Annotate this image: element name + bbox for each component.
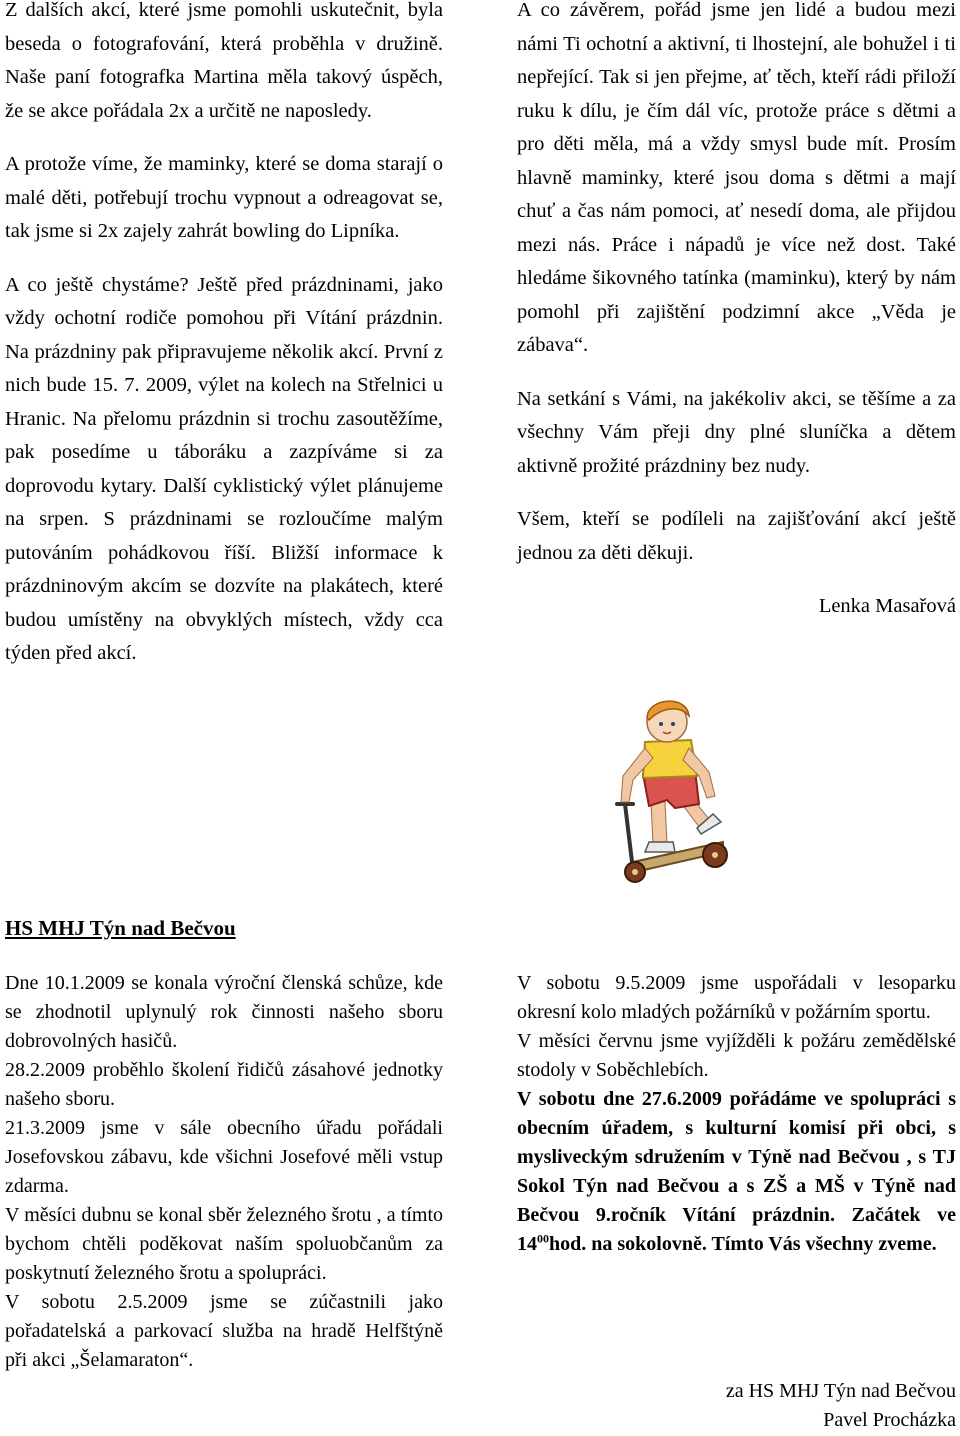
invitation-text-before: V sobotu dne 27.6.2009 pořádáme ve spolupráci s obecním úřadem, s kulturní komisí při obci, s mysliveckým sdružením v Týně nad Bečvou , s TJ Sokol Týn nad Bečvou a s ZŠ a MŠ v Týně nad Bečvou 9.ročník Vítání prázdnin. Začátek ve 14	[517, 1088, 956, 1255]
article-left-column	[5, 0, 443, 671]
news-left-column	[5, 969, 443, 1375]
section-heading: HS MHJ Týn nad Bečvou	[5, 916, 236, 940]
news-item-fire: V měsíci červnu jsme vyjížděli k požáru zemědělské stodoly v Soběchlebích.	[517, 1030, 956, 1081]
news-item-helfstyn: V sobotu 2.5.2009 jsme se zúčastnili jako pořadatelská a parkovací služba na hradě Helfštýně při akci „Šelamaraton“.	[5, 1291, 443, 1371]
news-item-dance: 21.3.2009 jsme v sále obecního úřadu pořádali Josefovskou zábavu, kde všichni Josefové měli vstup zdarma.	[5, 1117, 443, 1197]
paragraph-conclusion: A co závěrem, pořád jsme jen lidé a budou mezi námi Ti ochotní a aktivní, ti lhostejní, ale bohužel i ti nepřející. Tak si jen přejme, ať těch, kteří rádi přiloží ruku k dílu, je čím dál víc, protože práce s dětmi a pro děti měla, má a vždy smysl bude mít. Prosím hlavně maminky, které jsou doma s dětmi a mají chuť a čas nám pomoci, ať nesedí doma, ale přijdou mezi nás. Práce i nápadů je více než dost. Také hledáme šikovného tatínka (maminku), který by nám pomohl při zajištění podzimní akce „Věda je zábava“.	[517, 0, 956, 356]
news-item-competition: V sobotu 9.5.2009 jsme uspořádali v lesoparku okresní kolo mladých požárníků v požárním sportu.	[517, 972, 956, 1023]
invitation-time-superscript: 00	[537, 1231, 549, 1246]
news-item-training: 28.2.2009 proběhlo školení řidičů zásahové jednotky našeho sboru.	[5, 1059, 443, 1110]
signature-org: za HS MHJ Týn nad Bečvou	[725, 1380, 956, 1402]
paragraph-bowling: A protože víme, že maminky, které se doma starají o malé děti, potřebují trochu vypnout a odreagovat se, tak jsme si 2x zajely zahrát bowling do Lipníka.	[5, 153, 443, 242]
news-item-meeting: Dne 10.1.2009 se konala výroční členská schůze, kde se zhodnotil uplynulý rok činnosti našeho sboru dobrovolných hasičů.	[5, 972, 443, 1052]
paragraph-plans: A co ještě chystáme? Ještě před prázdninami, jako vždy ochotní rodiče pomohou při Vítání prázdnin. Na prázdniny pak připravujeme několik akcí. První z nich bude 15. 7. 2009, výlet na kolech na Střelnici u Hranic. Na přelomu prázdnin si trochu zasoutěžíme, pak posedíme u táboráku a zazpíváme si za doprovodu kytary. Další cyklistický výlet plánujeme na srpen. S prázdninami se rozloučíme malým putováním pohádkovou říší. Bližší informace k prázdninovým akcím se dozvíte na plakátech, které budou umístěny na obvyklých místech, vždy cca týden před akcí.	[5, 273, 443, 664]
signature-block	[560, 1377, 956, 1435]
paragraph-greeting: Na setkání s Vámi, na jakékoliv akci, se těšíme a za všechny Vám přeji dny plné sluníčka a dětem aktivně prožité prázdniny bez nudy.	[517, 387, 956, 477]
invitation-text-after: hod. na sokolovně. Tímto Vás všechny zveme.	[549, 1233, 937, 1255]
paragraph-thanks: Všem, kteří se podíleli na zajišťování akcí ještě jednou za děti děkuji.	[517, 508, 956, 564]
signature-name: Pavel Procházka	[823, 1409, 956, 1431]
news-item-scrap: V měsíci dubnu se konal sběr železného šrotu , a tímto bychom chtěli poděkovat naším spoluobčanům za poskytnutí železného šrotu a spolupráci.	[5, 1204, 443, 1284]
article-right-column	[517, 0, 956, 624]
paragraph-photography: Z dalších akcí, které jsme pomohli uskutečnit, byla beseda o fotografování, která proběhla v družině. Naše paní fotografka Martina měla takový úspěch, že se akce pořádala 2x a určitě ne naposledy.	[5, 0, 443, 122]
boy-on-scooter-illustration	[583, 692, 733, 888]
invitation-paragraph	[517, 1085, 956, 1259]
news-right-column	[517, 969, 956, 1259]
author-name: Lenka Masařová	[818, 595, 956, 617]
